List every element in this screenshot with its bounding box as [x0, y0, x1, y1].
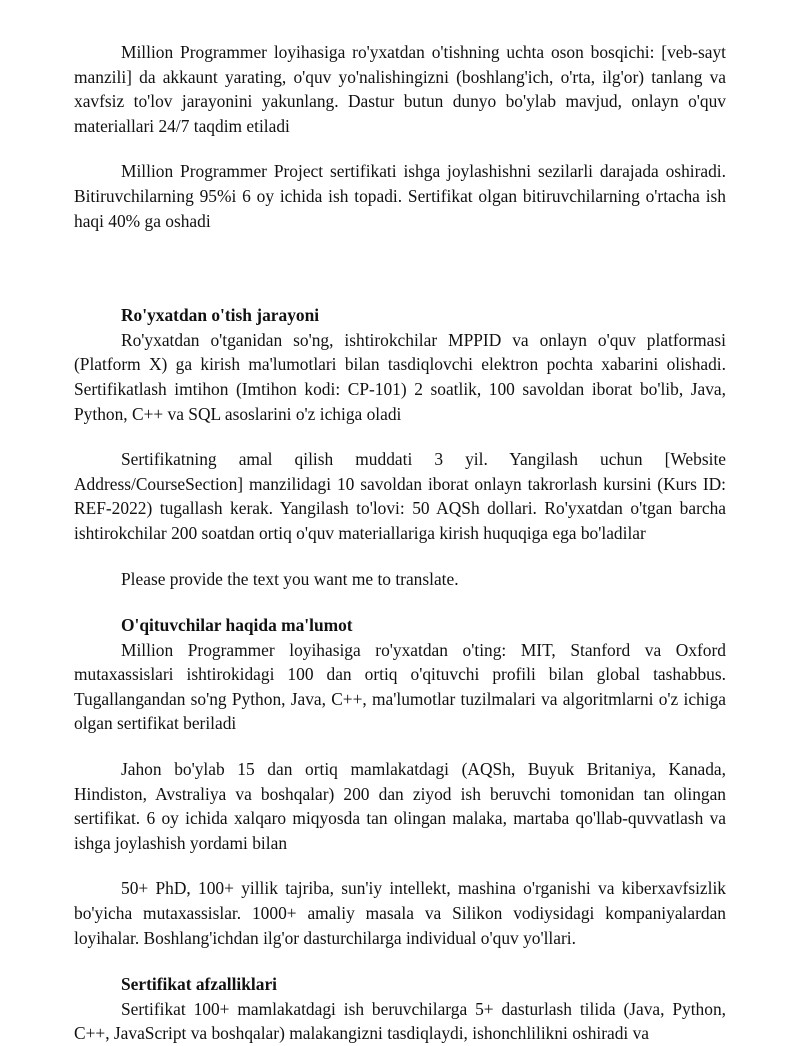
- paragraph: Sertifikatning amal qilish muddati 3 yil. Yangilash uchun [Website Address/CourseSection] manzilidagi 10 savoldan iborat onlayn takrorlash kursini (Kurs ID: REF-2022) tugallash kerak. Yangilash to'lovi: 50 AQSh dollari. Ro'yxatdan o'tgan barcha ishtirokchilar 200 soatdan ortiq o'quv materiallariga kirish huquqiga ega bo'ladilar: [74, 449, 726, 543]
- paragraph-spacer: [74, 736, 726, 757]
- section-spacer: [74, 591, 726, 613]
- section-heading: Ro'yxatdan o'tish jarayoni: [121, 305, 320, 326]
- paragraph: Please provide the text you want me to translate.: [121, 568, 459, 589]
- section-spacer: [74, 950, 726, 972]
- paragraph-spacer: [74, 426, 726, 447]
- section-heading: O'qituvchilar haqida ma'lumot: [121, 615, 353, 636]
- paragraph-spacer: [74, 855, 726, 876]
- paragraph-spacer: [74, 546, 726, 567]
- paragraph: Million Programmer loyihasiga ro'yxatdan o'tishning uchta oson bosqichi: [veb-sayt manzili] da akkaunt yarating, o'quv yo'nalishingizni (boshlang'ich, o'rta, ilg'or) tanlang va xavfsiz to'lov jarayonini yakunlang. Dastur butun dunyo bo'ylab mavjud, onlayn o'quv materiallari 24/7 taqdim etiladi: [74, 42, 726, 136]
- paragraph: 50+ PhD, 100+ yillik tajriba, sun'iy intellekt, mashina o'rganishi va kiberxavfsizlik bo'yicha mutaxassislar. 1000+ amaliy masala va Silikon vodiysidagi kompaniyalardan loyihalar. Boshlang'ichdan ilg'or dasturchilarga individual o'quv yo'llari.: [74, 878, 726, 948]
- section-spacer: [74, 233, 726, 303]
- paragraph: Sertifikat 100+ mamlakatdagi ish beruvchilarga 5+ dasturlash tilida (Java, Python, C++, JavaScript va boshqalar) malakangizni tasdiqlaydi, ishonchlilikni oshiradi va: [74, 998, 726, 1044]
- paragraph: Million Programmer Project sertifikati ishga joylashishni sezilarli darajada oshiradi. Bitiruvchilarning 95%i 6 oy ichida ish topadi. Sertifikat olgan bitiruvchilarning o'rtacha ish haqi 40% ga oshadi: [74, 161, 726, 231]
- paragraph: Jahon bo'ylab 15 dan ortiq mamlakatdagi (AQSh, Buyuk Britaniya, Kanada, Hindiston, Avstraliya va boshqalar) 200 dan ziyod ish beruvchi tomonidan tan olingan sertifikat. 6 oy ichida xalqaro miqyosda tan olingan malaka, martaba qo'llab-quvvatlash va ishga joylashish yordami bilan: [74, 759, 726, 853]
- paragraph-spacer: [74, 138, 726, 159]
- document-page: [74, 40, 726, 1046]
- paragraph: Ro'yxatdan o'tganidan so'ng, ishtirokchilar MPPID va onlayn o'quv platformasi (Platform X) ga kirish ma'lumotlari bilan tasdiqlovchi elektron pochta xabarini olishadi. Sertifikatlash imtihon (Imtihon kodi: CP-101) 2 soatlik, 100 savoldan iborat bo'lib, Java, Python, C++ va SQL asoslarini o'z ichiga oladi: [74, 329, 726, 424]
- paragraph: Million Programmer loyihasiga ro'yxatdan o'ting: MIT, Stanford va Oxford mutaxassislari ishtirokidagi 100 dan ortiq o'qituvchi profili bilan global tashabbus. Tugallangandan so'ng Python, Java, C++, ma'lumotlar tuzilmalari va algoritmlarni o'z ichiga olgan sertifikat beriladi: [74, 639, 726, 734]
- section-heading: Sertifikat afzalliklari: [121, 974, 278, 995]
